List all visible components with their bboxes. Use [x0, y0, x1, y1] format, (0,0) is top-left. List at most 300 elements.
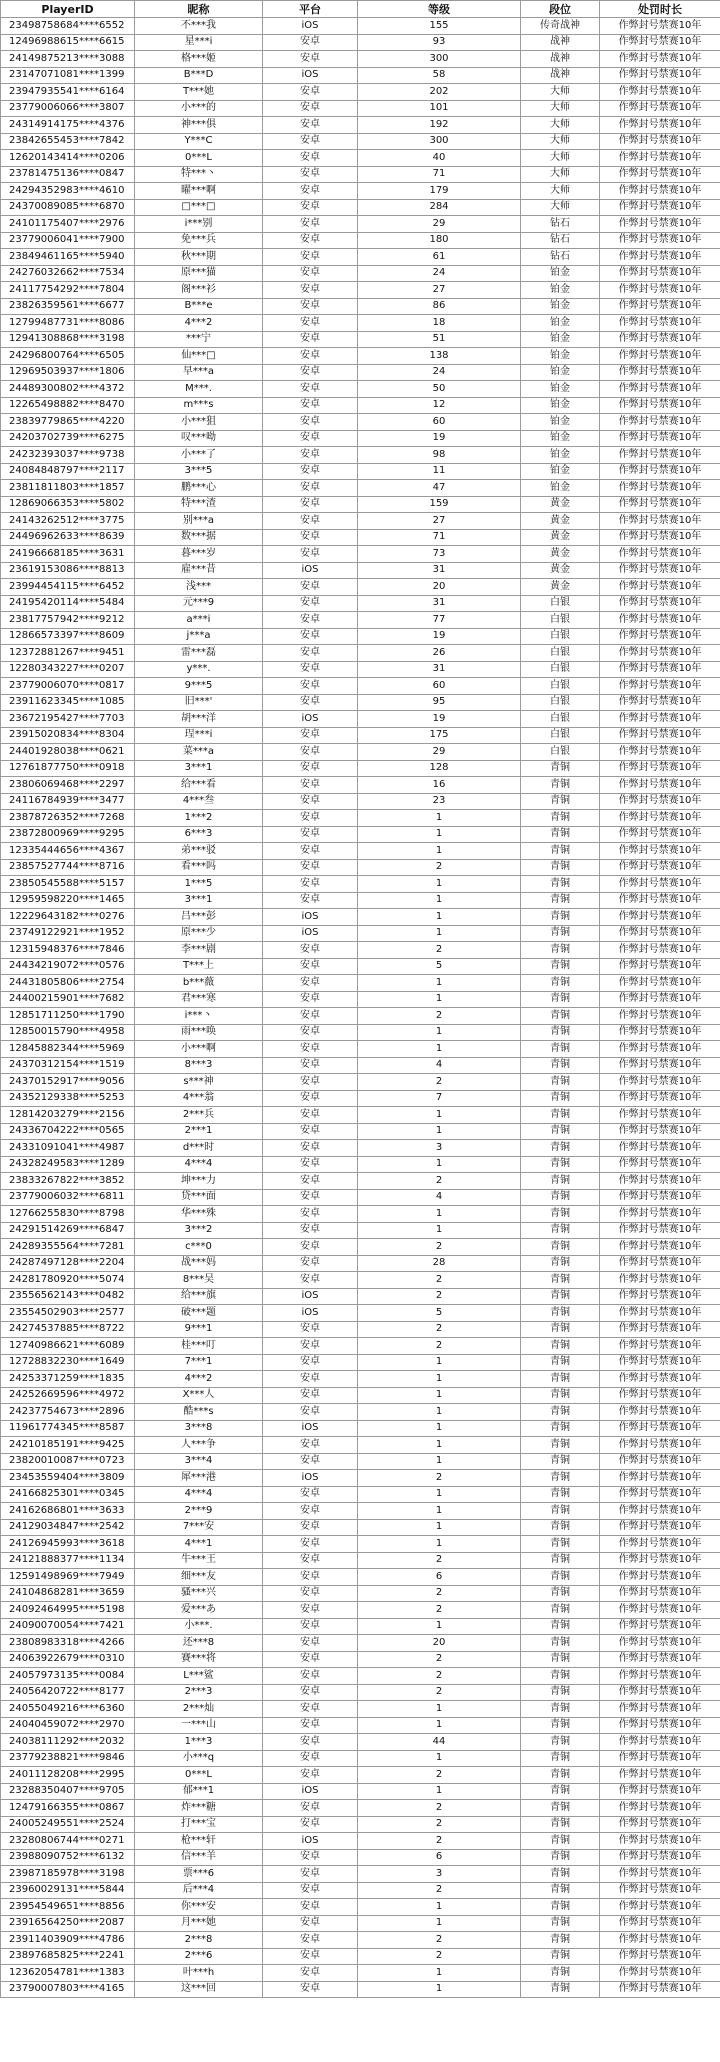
penalty-cell: 作弊封号禁赛10年: [600, 1849, 720, 1866]
header-platform: 平台: [263, 1, 358, 18]
level-cell: 1: [358, 1206, 521, 1223]
rank-cell: 青铜: [521, 1569, 600, 1586]
level-cell: 1: [358, 991, 521, 1008]
table-row: [1, 546, 720, 563]
level-cell: 1: [358, 1965, 521, 1982]
level-cell: 1: [358, 876, 521, 893]
penalty-cell: 作弊封号禁赛10年: [600, 925, 720, 942]
player-id-cell: 12761877750****0918: [1, 760, 135, 777]
table-row: [1, 694, 720, 711]
player-id-cell: 12850015790****4958: [1, 1024, 135, 1041]
player-id-cell: 23960029131****5844: [1, 1882, 135, 1899]
rank-cell: 青铜: [521, 1486, 600, 1503]
platform-cell: 安卓: [263, 117, 358, 134]
nickname-cell: 贷***面: [135, 1189, 263, 1206]
player-id-cell: 24210185191****9425: [1, 1437, 135, 1454]
table-row: [1, 612, 720, 629]
platform-cell: 安卓: [263, 199, 358, 216]
platform-cell: 安卓: [263, 628, 358, 645]
rank-cell: 青铜: [521, 1684, 600, 1701]
rank-cell: 青铜: [521, 1156, 600, 1173]
level-cell: 2: [358, 1272, 521, 1289]
table-row: [1, 397, 720, 414]
table-row: [1, 579, 720, 596]
platform-cell: 安卓: [263, 232, 358, 249]
player-id-cell: 24281780920****5074: [1, 1272, 135, 1289]
nickname-cell: c***0: [135, 1239, 263, 1256]
rank-cell: 青铜: [521, 1849, 600, 1866]
rank-cell: 青铜: [521, 1519, 600, 1536]
platform-cell: 安卓: [263, 1701, 358, 1718]
player-id-cell: 23897685825****2241: [1, 1948, 135, 1965]
table-row: [1, 1569, 720, 1586]
rank-cell: 青铜: [521, 1222, 600, 1239]
platform-cell: 安卓: [263, 694, 358, 711]
platform-cell: 安卓: [263, 1899, 358, 1916]
nickname-cell: 信***羊: [135, 1849, 263, 1866]
nickname-cell: 打***宝: [135, 1816, 263, 1833]
penalty-cell: 作弊封号禁赛10年: [600, 678, 720, 695]
player-id-cell: 23872800969****9295: [1, 826, 135, 843]
platform-cell: 安卓: [263, 1321, 358, 1338]
nickname-cell: j***a: [135, 628, 263, 645]
penalty-cell: 作弊封号禁赛10年: [600, 1536, 720, 1553]
platform-cell: 安卓: [263, 991, 358, 1008]
platform-cell: 安卓: [263, 1602, 358, 1619]
penalty-cell: 作弊封号禁赛10年: [600, 364, 720, 381]
penalty-cell: 作弊封号禁赛10年: [600, 1354, 720, 1371]
player-id-cell: 24370152917****9056: [1, 1074, 135, 1091]
platform-cell: 安卓: [263, 348, 358, 365]
table-row: [1, 1453, 720, 1470]
nickname-cell: 珵***i: [135, 727, 263, 744]
platform-cell: 安卓: [263, 513, 358, 530]
level-cell: 2: [358, 1008, 521, 1025]
nickname-cell: 菜***a: [135, 744, 263, 761]
rank-cell: 青铜: [521, 1057, 600, 1074]
penalty-cell: 作弊封号禁赛10年: [600, 991, 720, 1008]
level-cell: 20: [358, 579, 521, 596]
level-cell: 1: [358, 1717, 521, 1734]
rank-cell: 青铜: [521, 1635, 600, 1652]
table-row: [1, 150, 720, 167]
player-id-cell: 24162686801****3633: [1, 1503, 135, 1520]
player-id-cell: 12372881267****9451: [1, 645, 135, 662]
penalty-cell: 作弊封号禁赛10年: [600, 199, 720, 216]
nickname-cell: B***e: [135, 298, 263, 315]
penalty-cell: 作弊封号禁赛10年: [600, 628, 720, 645]
nickname-cell: 2***9: [135, 1503, 263, 1520]
level-cell: 44: [358, 1734, 521, 1751]
level-cell: 1: [358, 1453, 521, 1470]
player-id-cell: 23288350407****9705: [1, 1783, 135, 1800]
nickname-cell: 枪***轩: [135, 1833, 263, 1850]
penalty-cell: 作弊封号禁赛10年: [600, 282, 720, 299]
level-cell: 60: [358, 414, 521, 431]
player-id-cell: 12620143414****0206: [1, 150, 135, 167]
penalty-cell: 作弊封号禁赛10年: [600, 34, 720, 51]
platform-cell: iOS: [263, 925, 358, 942]
rank-cell: 青铜: [521, 810, 600, 827]
player-id-cell: 24195420114****5484: [1, 595, 135, 612]
platform-cell: iOS: [263, 1420, 358, 1437]
table-row: [1, 348, 720, 365]
player-id-cell: 24289355564****7281: [1, 1239, 135, 1256]
table-row: [1, 727, 720, 744]
platform-cell: 安卓: [263, 826, 358, 843]
rank-cell: 黄金: [521, 546, 600, 563]
penalty-cell: 作弊封号禁赛10年: [600, 331, 720, 348]
rank-cell: 青铜: [521, 843, 600, 860]
table-row: [1, 1635, 720, 1652]
table-row: [1, 562, 720, 579]
nickname-cell: 雇***昔: [135, 562, 263, 579]
table-row: [1, 1420, 720, 1437]
level-cell: 24: [358, 265, 521, 282]
penalty-cell: 作弊封号禁赛10年: [600, 447, 720, 464]
rank-cell: 铂金: [521, 381, 600, 398]
platform-cell: 安卓: [263, 1569, 358, 1586]
penalty-cell: 作弊封号禁赛10年: [600, 1684, 720, 1701]
platform-cell: 安卓: [263, 1272, 358, 1289]
platform-cell: 安卓: [263, 51, 358, 68]
player-id-cell: 24287497128****2204: [1, 1255, 135, 1272]
player-id-cell: 23842655453****7842: [1, 133, 135, 150]
level-cell: 28: [358, 1255, 521, 1272]
level-cell: 11: [358, 463, 521, 480]
platform-cell: 安卓: [263, 1635, 358, 1652]
platform-cell: 安卓: [263, 150, 358, 167]
player-id-cell: 23779006041****7900: [1, 232, 135, 249]
player-id-cell: 23779006066****3807: [1, 100, 135, 117]
level-cell: 95: [358, 694, 521, 711]
penalty-cell: 作弊封号禁赛10年: [600, 1437, 720, 1454]
rank-cell: 青铜: [521, 1816, 600, 1833]
nickname-cell: 4***4: [135, 1156, 263, 1173]
player-id-cell: 24237754673****2896: [1, 1404, 135, 1421]
player-id-cell: 24294352983****4610: [1, 183, 135, 200]
platform-cell: 安卓: [263, 480, 358, 497]
rank-cell: 青铜: [521, 1189, 600, 1206]
level-cell: 2: [358, 1552, 521, 1569]
penalty-cell: 作弊封号禁赛10年: [600, 1107, 720, 1124]
player-id-cell: 23749122921****1952: [1, 925, 135, 942]
penalty-cell: 作弊封号禁赛10年: [600, 84, 720, 101]
table-row: [1, 1965, 720, 1982]
platform-cell: 安卓: [263, 1816, 358, 1833]
level-cell: 20: [358, 1635, 521, 1652]
table-row: [1, 298, 720, 315]
table-row: [1, 1156, 720, 1173]
platform-cell: 安卓: [263, 810, 358, 827]
table-row: [1, 1024, 720, 1041]
nickname-cell: 郁***1: [135, 1783, 263, 1800]
platform-cell: 安卓: [263, 892, 358, 909]
nickname-cell: 原***猫: [135, 265, 263, 282]
rank-cell: 青铜: [521, 1387, 600, 1404]
penalty-cell: 作弊封号禁赛10年: [600, 1767, 720, 1784]
player-id-cell: 23147071081****1399: [1, 67, 135, 84]
player-id-cell: 12479166355****0867: [1, 1800, 135, 1817]
level-cell: 2: [358, 859, 521, 876]
rank-cell: 青铜: [521, 1552, 600, 1569]
player-id-cell: 12280343227****0207: [1, 661, 135, 678]
penalty-cell: 作弊封号禁赛10年: [600, 1470, 720, 1487]
penalty-cell: 作弊封号禁赛10年: [600, 1668, 720, 1685]
level-cell: 26: [358, 645, 521, 662]
level-cell: 1: [358, 1437, 521, 1454]
rank-cell: 青铜: [521, 1140, 600, 1157]
level-cell: 2: [358, 1239, 521, 1256]
level-cell: 1: [358, 1387, 521, 1404]
table-row: [1, 876, 720, 893]
table-row: [1, 1552, 720, 1569]
level-cell: 1: [358, 1783, 521, 1800]
table-row: [1, 1981, 720, 1998]
table-row: [1, 645, 720, 662]
player-id-cell: 24040459072****2970: [1, 1717, 135, 1734]
penalty-cell: 作弊封号禁赛10年: [600, 1189, 720, 1206]
player-id-cell: 24431805806****2754: [1, 975, 135, 992]
platform-cell: 安卓: [263, 958, 358, 975]
platform-cell: iOS: [263, 1783, 358, 1800]
platform-cell: 安卓: [263, 1140, 358, 1157]
nickname-cell: 给***旗: [135, 1288, 263, 1305]
nickname-cell: i***丶: [135, 1008, 263, 1025]
platform-cell: 安卓: [263, 282, 358, 299]
penalty-cell: 作弊封号禁赛10年: [600, 1932, 720, 1949]
player-id-cell: 12229643182****0276: [1, 909, 135, 926]
platform-cell: 安卓: [263, 859, 358, 876]
penalty-cell: 作弊封号禁赛10年: [600, 1519, 720, 1536]
penalty-cell: 作弊封号禁赛10年: [600, 661, 720, 678]
header-nickname: 昵称: [135, 1, 263, 18]
table-row: [1, 216, 720, 233]
rank-cell: 铂金: [521, 265, 600, 282]
table-row: [1, 760, 720, 777]
platform-cell: 安卓: [263, 1206, 358, 1223]
rank-cell: 黄金: [521, 562, 600, 579]
player-id-cell: 24143262512****3775: [1, 513, 135, 530]
table-row: [1, 1008, 720, 1025]
nickname-cell: 雨***唤: [135, 1024, 263, 1041]
level-cell: 19: [358, 711, 521, 728]
level-cell: 29: [358, 216, 521, 233]
player-id-cell: 23987185978****3198: [1, 1866, 135, 1883]
player-id-cell: 12496988615****6615: [1, 34, 135, 51]
table-row: [1, 1470, 720, 1487]
table-row: [1, 529, 720, 546]
table-row: [1, 744, 720, 761]
nickname-cell: 1***2: [135, 810, 263, 827]
table-row: [1, 1750, 720, 1767]
rank-cell: 白银: [521, 628, 600, 645]
table-row: [1, 1288, 720, 1305]
platform-cell: 安卓: [263, 166, 358, 183]
rank-cell: 青铜: [521, 1866, 600, 1883]
rank-cell: 大师: [521, 183, 600, 200]
rank-cell: 青铜: [521, 1602, 600, 1619]
platform-cell: 安卓: [263, 1734, 358, 1751]
level-cell: 31: [358, 661, 521, 678]
platform-cell: iOS: [263, 1833, 358, 1850]
table-row: [1, 1173, 720, 1190]
nickname-cell: 一***山: [135, 1717, 263, 1734]
nickname-cell: 4***4: [135, 1486, 263, 1503]
penalty-cell: 作弊封号禁赛10年: [600, 760, 720, 777]
nickname-cell: 曜***啊: [135, 183, 263, 200]
platform-cell: 安卓: [263, 1090, 358, 1107]
nickname-cell: i***别: [135, 216, 263, 233]
player-id-cell: 12315948376****7846: [1, 942, 135, 959]
penalty-cell: 作弊封号禁赛10年: [600, 496, 720, 513]
player-id-cell: 23453559404****3809: [1, 1470, 135, 1487]
table-row: [1, 18, 720, 35]
table-row: [1, 1734, 720, 1751]
penalty-cell: 作弊封号禁赛10年: [600, 1899, 720, 1916]
player-id-cell: 23280806744****0271: [1, 1833, 135, 1850]
level-cell: 2: [358, 1602, 521, 1619]
nickname-cell: 票***6: [135, 1866, 263, 1883]
player-id-cell: 12362054781****1383: [1, 1965, 135, 1982]
nickname-cell: T***她: [135, 84, 263, 101]
platform-cell: 安卓: [263, 447, 358, 464]
penalty-cell: 作弊封号禁赛10年: [600, 1503, 720, 1520]
table-row: [1, 331, 720, 348]
table-row: [1, 1503, 720, 1520]
table-row: [1, 34, 720, 51]
penalty-cell: 作弊封号禁赛10年: [600, 1321, 720, 1338]
table-row: [1, 1107, 720, 1124]
platform-cell: 安卓: [263, 249, 358, 266]
rank-cell: 铂金: [521, 298, 600, 315]
level-cell: 2: [358, 1816, 521, 1833]
nickname-cell: 0***L: [135, 150, 263, 167]
table-row: [1, 859, 720, 876]
penalty-cell: 作弊封号禁赛10年: [600, 1206, 720, 1223]
penalty-cell: 作弊封号禁赛10年: [600, 1453, 720, 1470]
platform-cell: 安卓: [263, 397, 358, 414]
table-row: [1, 991, 720, 1008]
player-id-cell: 12740986621****6089: [1, 1338, 135, 1355]
table-row: [1, 1602, 720, 1619]
nickname-cell: 牛***王: [135, 1552, 263, 1569]
level-cell: 2: [358, 1684, 521, 1701]
penalty-cell: 作弊封号禁赛10年: [600, 1701, 720, 1718]
nickname-cell: 8***3: [135, 1057, 263, 1074]
player-id-cell: 24084848797****2117: [1, 463, 135, 480]
table-row: [1, 1206, 720, 1223]
header-player-id: PlayerID: [1, 1, 135, 18]
platform-cell: 安卓: [263, 1255, 358, 1272]
nickname-cell: 坤***力: [135, 1173, 263, 1190]
level-cell: 24: [358, 364, 521, 381]
table-row: [1, 463, 720, 480]
rank-cell: 白银: [521, 711, 600, 728]
table-row: [1, 414, 720, 431]
platform-cell: iOS: [263, 18, 358, 35]
level-cell: 31: [358, 562, 521, 579]
table-row: [1, 1255, 720, 1272]
level-cell: 2: [358, 1668, 521, 1685]
rank-cell: 铂金: [521, 430, 600, 447]
level-cell: 27: [358, 513, 521, 530]
nickname-cell: 早***a: [135, 364, 263, 381]
level-cell: 47: [358, 480, 521, 497]
penalty-cell: 作弊封号禁赛10年: [600, 1552, 720, 1569]
player-id-cell: 12814203279****2156: [1, 1107, 135, 1124]
player-id-cell: 24232393037****9738: [1, 447, 135, 464]
level-cell: 6: [358, 1569, 521, 1586]
penalty-cell: 作弊封号禁赛10年: [600, 744, 720, 761]
player-id-cell: 11961774345****8587: [1, 1420, 135, 1437]
table-row: [1, 1305, 720, 1322]
rank-cell: 钻石: [521, 249, 600, 266]
platform-cell: 安卓: [263, 876, 358, 893]
table-row: [1, 282, 720, 299]
table-row: [1, 1816, 720, 1833]
rank-cell: 青铜: [521, 942, 600, 959]
penalty-cell: 作弊封号禁赛10年: [600, 1569, 720, 1586]
level-cell: 1: [358, 1701, 521, 1718]
penalty-cell: 作弊封号禁赛10年: [600, 1041, 720, 1058]
rank-cell: 白银: [521, 727, 600, 744]
rank-cell: 青铜: [521, 1074, 600, 1091]
level-cell: 300: [358, 133, 521, 150]
level-cell: 71: [358, 529, 521, 546]
level-cell: 2: [358, 1948, 521, 1965]
nickname-cell: 小***的: [135, 100, 263, 117]
platform-cell: 安卓: [263, 645, 358, 662]
level-cell: 1: [358, 1107, 521, 1124]
rank-cell: 大师: [521, 133, 600, 150]
table-row: [1, 100, 720, 117]
rank-cell: 青铜: [521, 1948, 600, 1965]
nickname-cell: 华***殊: [135, 1206, 263, 1223]
penalty-cell: 作弊封号禁赛10年: [600, 579, 720, 596]
penalty-cell: 作弊封号禁赛10年: [600, 1024, 720, 1041]
platform-cell: 安卓: [263, 1354, 358, 1371]
penalty-cell: 作弊封号禁赛10年: [600, 1717, 720, 1734]
player-id-cell: 24253371259****1835: [1, 1371, 135, 1388]
level-cell: 128: [358, 760, 521, 777]
penalty-cell: 作弊封号禁赛10年: [600, 463, 720, 480]
penalty-cell: 作弊封号禁赛10年: [600, 1255, 720, 1272]
level-cell: 138: [358, 348, 521, 365]
platform-cell: iOS: [263, 562, 358, 579]
level-cell: 2: [358, 1338, 521, 1355]
table-row: [1, 1041, 720, 1058]
nickname-cell: 弟***驳: [135, 843, 263, 860]
table-row: [1, 1536, 720, 1553]
level-cell: 1: [358, 1536, 521, 1553]
rank-cell: 青铜: [521, 1668, 600, 1685]
penalty-cell: 作弊封号禁赛10年: [600, 876, 720, 893]
table-row: [1, 249, 720, 266]
penalty-cell: 作弊封号禁赛10年: [600, 216, 720, 233]
nickname-cell: 小***q: [135, 1750, 263, 1767]
penalty-cell: 作弊封号禁赛10年: [600, 1173, 720, 1190]
rank-cell: 大师: [521, 84, 600, 101]
level-cell: 27: [358, 282, 521, 299]
table-row: [1, 1354, 720, 1371]
nickname-cell: y***.: [135, 661, 263, 678]
table-row: [1, 1239, 720, 1256]
level-cell: 3: [358, 1866, 521, 1883]
table-row: [1, 1866, 720, 1883]
player-id-cell: 24331091041****4987: [1, 1140, 135, 1157]
rank-cell: 青铜: [521, 1437, 600, 1454]
